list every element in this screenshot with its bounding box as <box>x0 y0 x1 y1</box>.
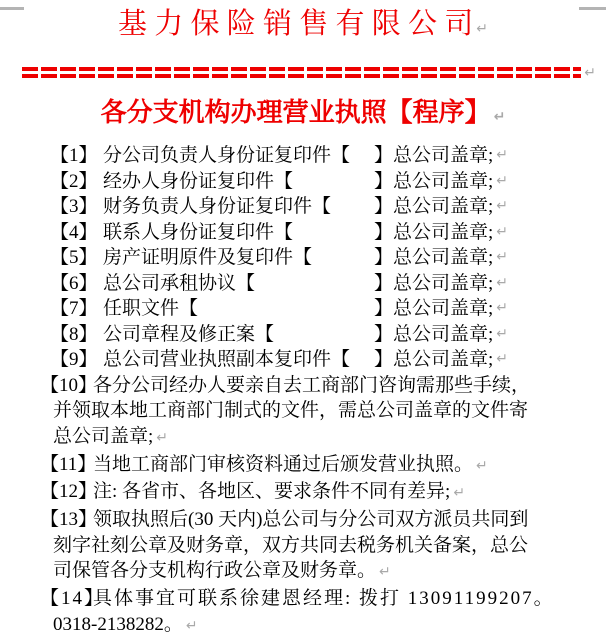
item-number: 【12】 <box>40 481 98 503</box>
paragraph-mark: ↵ <box>496 147 508 163</box>
item-stamp-text: 】总公司盖章; <box>373 349 494 370</box>
paragraph-line <box>40 507 606 533</box>
paragraph-mark: ↵ <box>496 351 508 367</box>
paragraph-mark: ↵ <box>496 300 508 316</box>
item-number: 【5】 <box>50 247 98 268</box>
paragraph-text: 总公司盖章; <box>53 425 154 447</box>
procedure-paragraphs <box>40 373 606 640</box>
paragraph-item-14 <box>40 586 606 639</box>
item-number: 【4】 <box>50 221 98 243</box>
letterhead-divider <box>22 67 596 81</box>
bracket-gap <box>312 245 374 271</box>
paragraph-line <box>40 452 606 480</box>
paragraph-line <box>40 586 606 612</box>
item-text: 经办人身份证复印件【 <box>103 170 294 192</box>
paragraph-mark: ↵ <box>584 65 596 81</box>
item-number: 【2】 <box>50 170 98 192</box>
item-stamp-text: 】总公司盖章; <box>373 196 494 217</box>
paragraph-text: 刻字社刻公章及财务章，双方共同去税务机关备案，总公 <box>53 534 529 556</box>
bracket-gap <box>255 271 374 297</box>
item-number: 【10】 <box>40 374 98 396</box>
checklist-item-2 <box>50 169 508 195</box>
paragraph-line <box>40 558 606 586</box>
checklist-item-4 <box>50 220 508 246</box>
bracket-gap <box>293 169 374 195</box>
bracket-gap <box>198 296 374 322</box>
bracket-gap <box>350 143 374 169</box>
item-text: 财务负责人身份证复印件【 <box>103 196 332 217</box>
item-number: 【7】 <box>50 298 98 319</box>
item-number: 【13】 <box>40 509 98 531</box>
contact-phone: 0318-2138282。 <box>53 613 183 635</box>
double-red-rule <box>22 67 581 78</box>
item-stamp-text: 】总公司盖章; <box>373 145 494 166</box>
item-text: 联系人身份证复印件【 <box>103 221 294 243</box>
paragraph-mark: ↵ <box>496 325 508 342</box>
paragraph-item-13 <box>40 507 606 586</box>
paragraph-text: 领取执照后(30 天内)总公司与分公司双方派员共同到 <box>93 509 529 531</box>
item-text: 总公司承租协议【 <box>103 272 256 294</box>
page-boundary-mark-right <box>579 7 606 10</box>
paragraph-item-12 <box>40 479 606 507</box>
item-stamp-text: 】总公司盖章; <box>373 323 494 345</box>
paragraph-mark: ↵ <box>496 249 508 265</box>
checklist-item-7 <box>50 296 508 322</box>
bracket-gap <box>331 194 374 220</box>
checklist-item-6 <box>50 271 508 297</box>
item-number: 【9】 <box>50 349 98 370</box>
paragraph-mark: ↵ <box>453 485 466 502</box>
paragraph-mark: ↵ <box>379 564 391 581</box>
paragraph-text: 当地工商部门审核资料通过后颁发营业执照。 <box>93 453 474 475</box>
paragraph-mark: ↵ <box>476 457 488 474</box>
checklist-item-5 <box>50 245 508 271</box>
item-stamp-text: 】总公司盖章; <box>373 170 494 192</box>
item-number: 【1】 <box>50 145 98 166</box>
bracket-gap <box>293 220 374 246</box>
item-text: 公司章程及修正案【 <box>103 323 275 345</box>
item-number: 【6】 <box>50 272 98 294</box>
item-stamp-text: 】总公司盖章; <box>373 272 494 294</box>
paragraph-line <box>40 424 606 452</box>
paragraph-mark: ↵ <box>185 617 198 634</box>
item-stamp-text: 】总公司盖章; <box>373 298 494 319</box>
page-boundary-mark-left <box>0 7 24 10</box>
paragraph-line <box>40 373 606 399</box>
paragraph-item-11 <box>40 452 606 480</box>
bracket-gap <box>274 322 374 348</box>
contact-text: 具体事宜可联系徐建恩经理: 拨打 13091199207。 <box>93 588 555 610</box>
checklist-item-8 <box>50 322 508 348</box>
paragraph-mark: ↵ <box>496 172 508 189</box>
item-stamp-text: 】总公司盖章; <box>373 247 494 268</box>
item-text: 任职文件【 <box>103 298 199 319</box>
page-title: 各分支机构办理营业执照【程序】 <box>100 98 491 127</box>
paragraph-line <box>40 479 606 507</box>
paragraph-mark: ↵ <box>496 274 508 291</box>
paragraph-mark: ↵ <box>156 429 169 446</box>
item-number: 【11】 <box>40 453 97 475</box>
bracket-gap <box>350 347 374 373</box>
paragraph-item-10 <box>40 373 606 452</box>
paragraph-text: 并领取本地工商部门制式的文件，需总公司盖章的文件寄 <box>53 400 529 422</box>
item-stamp-text: 】总公司盖章; <box>373 221 494 243</box>
paragraph-mark: ↵ <box>476 21 488 37</box>
item-number: 【14】 <box>40 588 106 610</box>
letterhead <box>0 7 606 47</box>
item-number: 【8】 <box>50 323 98 345</box>
paragraph-text: 注: 各省市、各地区、要求条件不同有差异; <box>93 481 451 503</box>
paragraph-line <box>40 398 606 424</box>
company-name: 基 力 保 险 销 售 有 限 公 司 <box>118 8 474 40</box>
license-checklist <box>0 143 606 373</box>
checklist-item-3 <box>50 194 508 220</box>
item-number: 【3】 <box>50 196 98 217</box>
paragraph-mark: ↵ <box>496 223 508 240</box>
item-text: 房产证明原件及复印件【 <box>103 247 313 268</box>
paragraph-text: 司保管各分支机构行政公章及财务章。 <box>53 560 377 582</box>
item-text: 分公司负责人身份证复印件【 <box>103 145 351 166</box>
checklist-item-9 <box>50 347 508 373</box>
paragraph-line <box>40 533 606 559</box>
paragraph-mark: ↵ <box>496 198 508 214</box>
checklist-item-1 <box>50 143 508 169</box>
paragraph-mark: ↵ <box>493 109 506 125</box>
paragraph-text: 各分公司经办人要亲自去工商部门咨询需那些手续， <box>93 374 531 396</box>
document-title-line <box>0 99 606 131</box>
item-text: 总公司营业执照副本复印件【 <box>103 349 351 370</box>
